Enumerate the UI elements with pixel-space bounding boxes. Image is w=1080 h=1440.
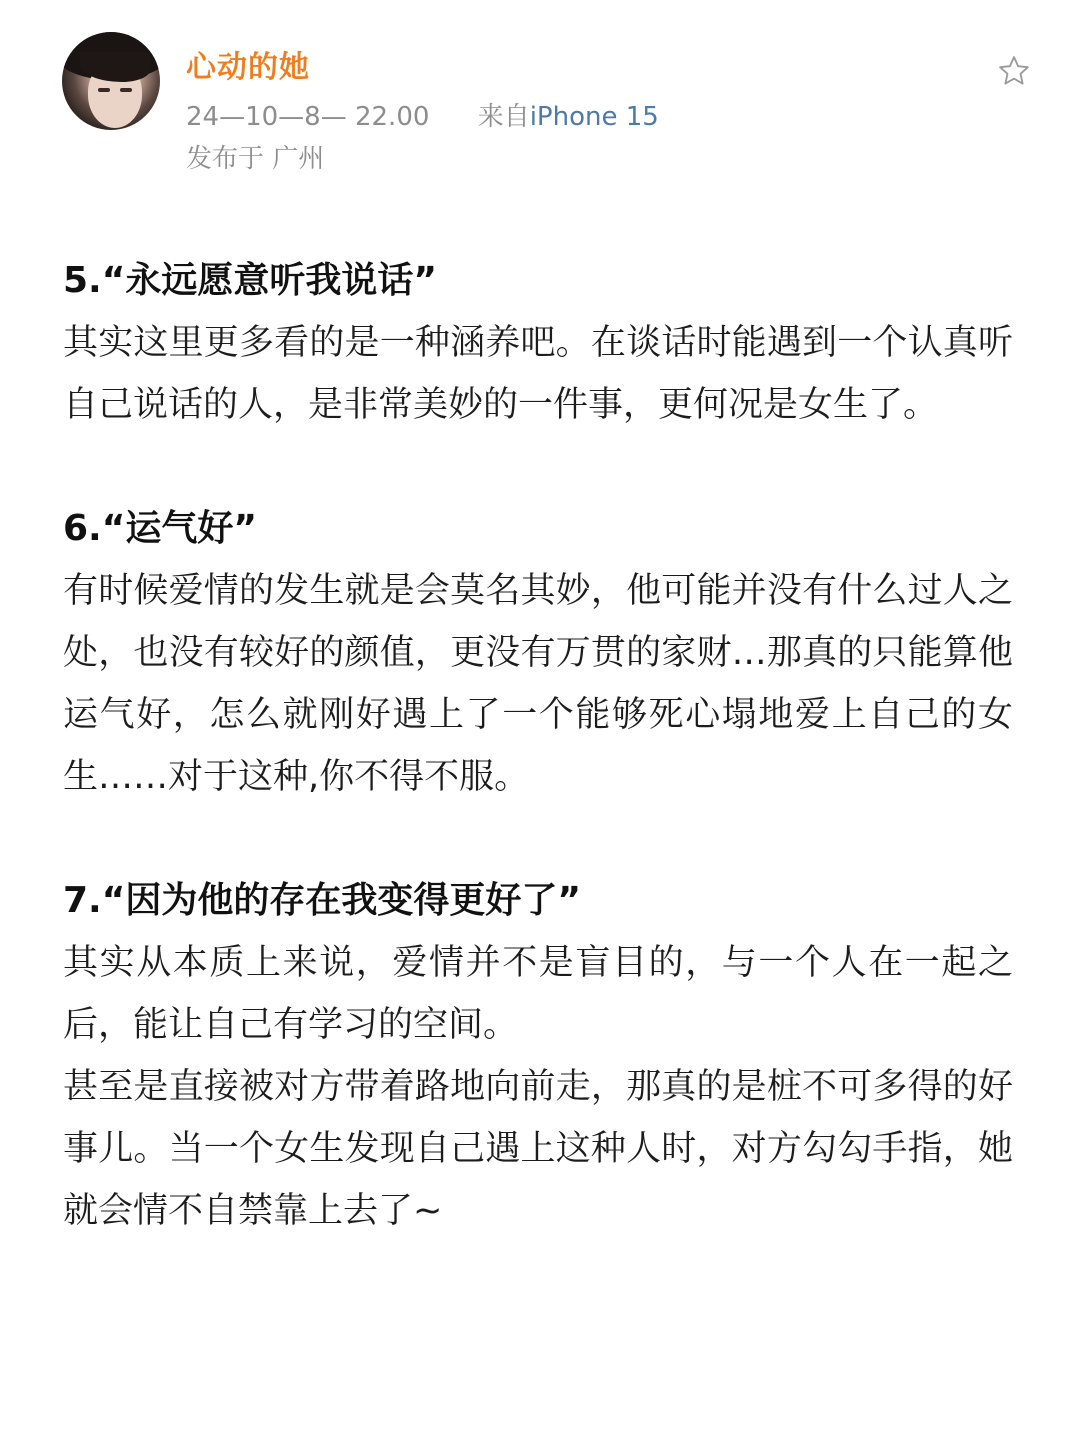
post-header <box>0 0 1080 200</box>
section-5 <box>63 250 1013 436</box>
paragraph: 其实从本质上来说，爱情并不是盲目的，与一个人在一起之后，能让自己有学习的空间。 <box>63 943 1013 1045</box>
section-6 <box>63 498 1013 808</box>
section-body <box>63 560 1013 808</box>
section-title: 5.“永远愿意听我说话” <box>63 260 438 301</box>
paragraph: 有时候爱情的发生就是会莫名其妙，他可能并没有什么过人之处，也没有较好的颜值，更没有万贯的家财…那真的只能算他运气好，怎么就刚好遇上了一个能够死心塌地爱上自己的女生……对于这种,你不得不服。 <box>63 571 1013 797</box>
post-source <box>478 102 659 132</box>
post-location: 发布于 广州 <box>186 144 325 174</box>
post-content <box>63 250 1013 1304</box>
section-7 <box>63 870 1013 1242</box>
post-timestamp: 24—10—8— 22.00 <box>186 102 430 132</box>
paragraph: 其实这里更多看的是一种涵养吧。在谈话时能遇到一个认真听自己说话的人，是非常美妙的一件事，更何况是女生了。 <box>63 323 1013 425</box>
username[interactable]: 心动的她 <box>186 50 310 85</box>
source-prefix: 来自 <box>477 102 530 132</box>
section-body <box>63 932 1013 1242</box>
paragraph: 甚至是直接被对方带着路地向前走，那真的是桩不可多得的好事儿。当一个女生发现自己遇上这种人时，对方勾勾手指，她就会情不自禁靠上去了~ <box>63 1067 1013 1231</box>
star-outline-icon[interactable] <box>997 54 1031 88</box>
post-meta <box>186 96 659 133</box>
device-link[interactable]: iPhone 15 <box>529 102 659 132</box>
section-title: 6.“运气好” <box>63 508 258 549</box>
section-title: 7.“因为他的存在我变得更好了” <box>63 880 582 921</box>
avatar[interactable] <box>62 32 160 130</box>
section-body <box>63 312 1013 436</box>
